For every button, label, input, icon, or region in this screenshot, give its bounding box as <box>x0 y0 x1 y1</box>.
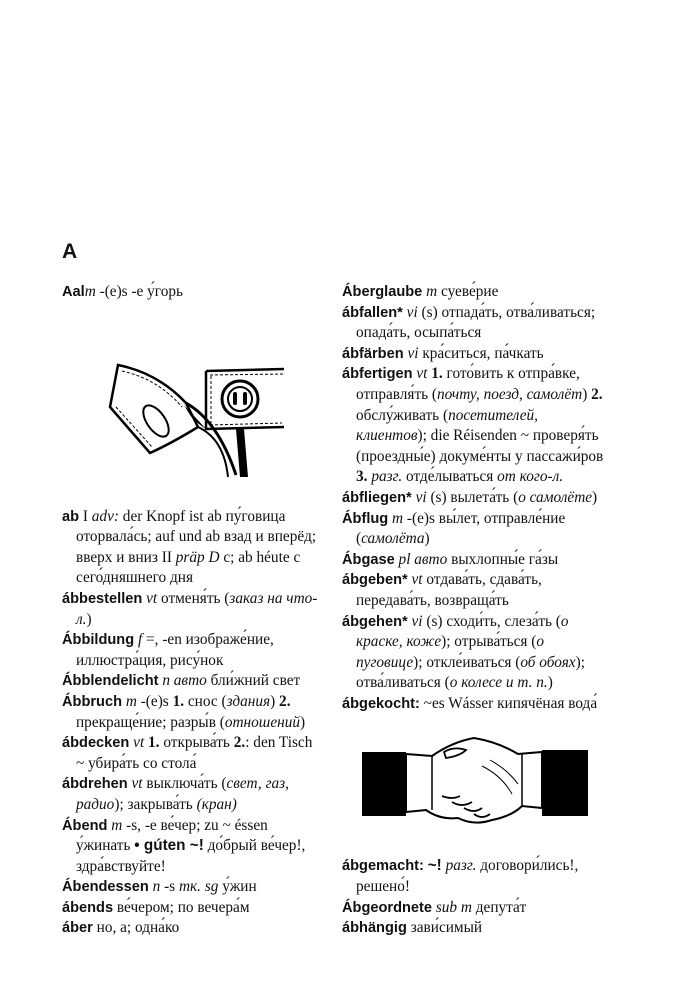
entry-text: 2. <box>591 385 603 403</box>
entry-text: с; ab héute с сего́дняшнего дня <box>76 548 301 587</box>
entry-text: о пуговице <box>356 633 545 671</box>
entry-text: отде́лываться <box>402 468 498 486</box>
entry-headword: ábfliegen* <box>342 489 412 506</box>
entry-headword: Ábgeordnete <box>342 899 432 916</box>
entry-text: самолёта <box>361 530 425 548</box>
dictionary-entry <box>342 856 604 897</box>
section-letter-heading: A <box>62 240 78 263</box>
entry-text: ); откле́иваться ( <box>413 653 521 671</box>
dictionary-entry <box>62 630 324 671</box>
left-column <box>62 282 324 939</box>
entry-text: разг. <box>445 857 477 875</box>
entry-text: 2. <box>279 692 291 710</box>
dictionary-entry <box>62 282 324 303</box>
entry-text: vt <box>133 734 145 752</box>
entry-text: 2. <box>233 734 246 752</box>
entry-text: sub m <box>435 898 472 916</box>
entry-text: ) <box>270 692 280 710</box>
entry-headword: ab <box>62 508 80 525</box>
dictionary-entry <box>62 898 324 919</box>
entry-text: vt <box>146 589 158 607</box>
entry-text: m <box>426 283 438 300</box>
entry-text: ) <box>424 530 430 548</box>
dictionary-entry <box>62 692 324 733</box>
entry-headword: Ábendessen <box>62 879 149 896</box>
entry-text: ) <box>582 385 592 403</box>
dictionary-entry <box>342 612 604 694</box>
entry-text: präp D <box>175 548 220 566</box>
entry-text: (кран) <box>196 795 237 813</box>
entry-text: о самолёте <box>518 488 593 506</box>
entry-headword: ábends <box>62 899 114 916</box>
entry-text: посетителей, клиентов <box>356 406 538 445</box>
dictionary-entry <box>342 918 604 939</box>
entry-text: ве́чером; по вечера́м <box>113 898 250 916</box>
entry-text: до́брый ве́чер!, здра́вствуйте! <box>76 837 306 875</box>
entry-text: -s <box>160 878 179 896</box>
entry-text: adv: <box>91 507 119 525</box>
entry-text: ) <box>86 610 92 628</box>
entry-text: f <box>137 631 143 649</box>
entry-text: но, а; одна́ко <box>92 919 180 937</box>
entry-text: n <box>152 878 161 896</box>
entry-text: I <box>79 507 92 525</box>
entry-headword: ábfärben <box>342 345 404 362</box>
entry-headword: ábdrehen <box>62 776 128 793</box>
entry-text: отношений <box>224 713 301 731</box>
entry-headword: ábfallen* <box>342 304 403 321</box>
entry-headword: Ábgase <box>342 551 395 568</box>
left-entries-top <box>62 282 324 303</box>
dictionary-entry <box>342 898 604 919</box>
right-entries-bottom <box>342 856 604 938</box>
entry-text: зави́симый <box>406 919 483 937</box>
entry-text: ) <box>592 488 598 506</box>
dictionary-entry <box>342 509 604 550</box>
dictionary-entry <box>342 364 604 488</box>
entry-text: 1. <box>148 734 160 752</box>
dictionary-entry <box>62 671 324 692</box>
entry-text: ); закрыва́ть <box>114 795 197 813</box>
entry-text: у́жин <box>218 878 257 896</box>
entry-text: ~es Wásser кипячёная вода́ <box>419 694 598 712</box>
entry-text: =, -en изображе́ние, иллюстра́ция, рису́нок <box>76 631 274 669</box>
entry-headword: áber <box>62 920 93 937</box>
entry-headword: Aal <box>62 284 85 300</box>
entry-text: прекраще́ние; разры́в ( <box>76 713 225 731</box>
dictionary-entry <box>342 570 604 611</box>
entry-text: -(e)s -e у́горь <box>95 283 183 300</box>
entry-text: здания <box>226 692 271 710</box>
entry-text: m <box>125 692 137 710</box>
entry-text: депута́т <box>471 898 527 916</box>
entry-headword: ábgeben* <box>342 572 408 589</box>
entry-text: der Knopf ist ab пу́говица оторвала́сь; auf und ab взад и вперёд; вверх и вниз II <box>76 507 317 566</box>
entry-text: свет, газ, радио <box>76 775 289 813</box>
entry-text: об обоях <box>520 653 576 671</box>
entry-text: vi <box>415 488 427 506</box>
entry-text: суеве́рие <box>437 283 499 300</box>
entry-text: ); отва́ливаться ( <box>356 653 585 692</box>
entry-headword: ábgemacht: <box>342 858 424 875</box>
right-entries-top <box>342 282 604 714</box>
entry-text: vt <box>411 571 423 589</box>
handshake-illustration <box>362 736 588 828</box>
entry-text: почту, поезд, самолёт <box>437 385 583 403</box>
dictionary-entry <box>342 282 604 303</box>
entry-text: отменя́ть ( <box>157 589 230 607</box>
entry-headword: ábhängig <box>342 920 407 937</box>
dictionary-entry <box>342 550 604 571</box>
entry-text: ); отрыва́ться ( <box>441 633 537 651</box>
entry-headword: ábgekocht: <box>342 695 420 712</box>
entry-text: гото́вить к отпра́вке, отправля́ть ( <box>356 365 580 403</box>
entry-text: 1. <box>172 692 185 710</box>
entry-text: о колесе и т. п. <box>449 674 548 692</box>
entry-text: ) <box>547 674 553 692</box>
left-entries-bottom <box>62 507 324 939</box>
dictionary-entry <box>62 816 324 878</box>
dictionary-entry <box>62 507 324 589</box>
entry-headword: ábgehen* <box>342 613 408 630</box>
entry-text: n авто <box>162 672 207 690</box>
entry-text: • gúten ~! <box>134 837 204 855</box>
entry-text: ~! <box>427 857 442 875</box>
entry-text: 3. <box>356 468 368 486</box>
dictionary-entry <box>62 877 324 898</box>
entry-headword: Ábflug <box>342 510 389 527</box>
entry-text: (s) вылета́ть ( <box>426 488 519 506</box>
entry-text: ); die Réisenden ~ проверя́ть (проездны́е) докуме́нты у пассажи́ров <box>356 427 604 465</box>
entry-text: кра́ситься, па́чкать <box>418 344 544 362</box>
entry-text: vi <box>406 303 418 321</box>
entry-text: vi <box>407 344 419 362</box>
dictionary-entry <box>62 774 324 815</box>
entry-text: 1. <box>431 365 443 383</box>
entry-text: vt <box>416 365 428 383</box>
entry-text: обслу́живать ( <box>356 406 449 424</box>
entry-text: тк. sg <box>178 878 219 896</box>
entry-headword: Ábbildung <box>62 632 135 649</box>
entry-text: m <box>392 509 404 527</box>
entry-text: (s) отпада́ть, отва́ливаться; опада́ть, осыпа́ться <box>356 303 596 342</box>
entry-headword: Áberglaube <box>342 284 423 300</box>
entry-headword: Ábblendelicht <box>62 673 159 690</box>
dictionary-entry <box>342 488 604 509</box>
entry-text: m <box>84 283 96 300</box>
dictionary-entry <box>342 694 604 715</box>
entry-text: выхлопны́е га́зы <box>447 550 559 568</box>
entry-text: -(e)s вы́лет, отправле́ние ( <box>356 509 566 548</box>
entry-headword: ábfertigen <box>342 366 413 383</box>
dictionary-entry <box>342 344 604 365</box>
button-illustration <box>98 355 284 483</box>
entry-text: ) <box>300 713 306 731</box>
entry-text: о краске, коже <box>356 612 569 651</box>
dictionary-entry <box>342 303 604 344</box>
entry-text: vi <box>411 612 423 630</box>
entry-text: (s) сходи́ть, слеза́ть ( <box>422 612 561 630</box>
entry-text: открыва́ть <box>159 734 234 752</box>
entry-headword: ábdecken <box>62 735 130 752</box>
entry-text: отдава́ть, сдава́ть, передава́ть, возвраща́ть <box>356 571 542 609</box>
right-column <box>342 282 604 939</box>
entry-text: снос ( <box>184 692 227 710</box>
entry-text: бли́жний свет <box>206 672 301 690</box>
entry-headword: Ábbruch <box>62 693 122 710</box>
entry-text: разг. <box>371 468 403 486</box>
entry-text: -(e)s <box>136 692 173 710</box>
entry-headword: ábbestellen <box>62 590 143 607</box>
dictionary-entry <box>62 918 324 939</box>
entry-text: договори́лись!, решено́! <box>356 857 579 896</box>
entry-text: : den Tisch ~ убира́ть со стола́ <box>76 734 313 772</box>
entry-headword: Ábend <box>62 817 108 834</box>
entry-text: выключа́ть ( <box>142 775 227 793</box>
dictionary-entry <box>62 589 324 630</box>
entry-text: заказ на что-л. <box>76 589 318 628</box>
dictionary-entry <box>62 733 324 774</box>
entry-text: pl авто <box>398 550 448 568</box>
entry-text: -s, -e ве́чер; zu ~ éssen у́жинать <box>76 816 268 855</box>
entry-text: vt <box>131 775 143 793</box>
entry-text: от кого-л. <box>497 468 564 486</box>
entry-text: m <box>111 816 123 834</box>
